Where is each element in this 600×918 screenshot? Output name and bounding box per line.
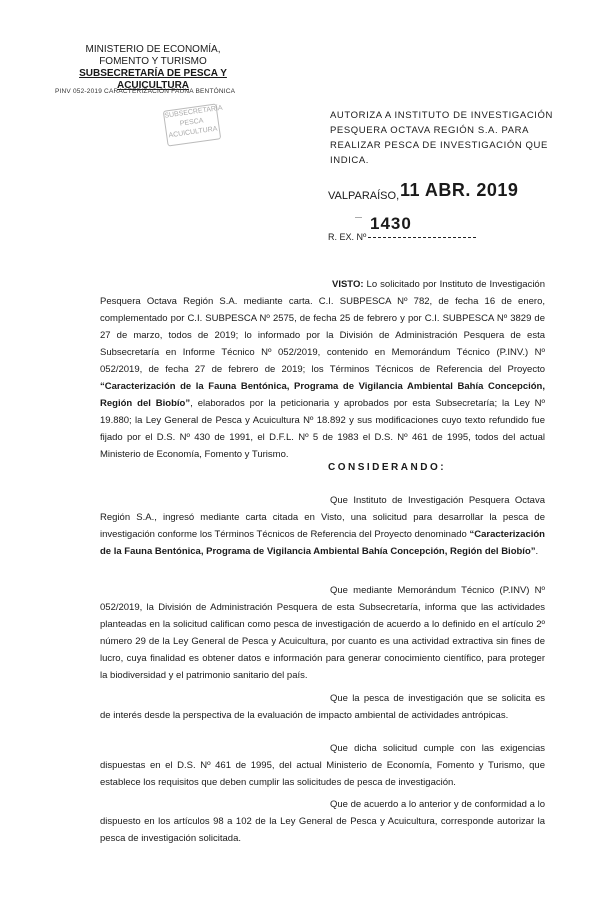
visto-paragraph <box>100 276 545 463</box>
resolution-date: 11 ABR. 2019 <box>400 180 519 200</box>
stamp-line-2: PESCA <box>179 117 204 128</box>
resolution-number-label: R. EX. Nº <box>328 232 367 242</box>
considerando-2 <box>100 582 545 684</box>
c1-text-1: Que Instituto de Investigación Pesquera Octava Región S.A., ingresó mediante carta citada en Visto, una solicitud para desarrollar la pesca de investigación conforme los Términos Técnicos de Referencia del Proyecto denominado <box>100 495 545 540</box>
c5-text: Que de acuerdo a lo anterior y de conformidad a lo dispuesto en los artículos 98 a 102 de la Ley General de Pesca y Acuicultura, corresponde autorizar la pesca de investigación solicitada. <box>100 799 545 844</box>
resolution-number-underline <box>368 237 476 238</box>
considerando-heading: CONSIDERANDO: <box>328 462 447 473</box>
document-reference: PINV 052-2019 CARACTERIZACIÓN FAUNA BENTÓNICA <box>55 88 236 95</box>
ministry-header <box>48 44 258 92</box>
c2-text: Que mediante Memorándum Técnico (P.INV) Nº 052/2019, la División de Administración Pesquera de esta Subsecretaría, informa que las actividades planteadas en la solicitud califican como pesca de investigación de acuerdo a lo definido en el artículo 2º número 29 de la Ley General de Pesca y Acuicultura, por cuanto es una actividad extractiva sin fines de lucro, cuya finalidad es obtener datos e información para generar conocimiento científico, para proteger la biodiversidad y el patrimonio sanitario del país. <box>100 585 545 681</box>
visto-text-1: Lo solicitado por Instituto de Investigación Pesquera Octava Región S.A. mediante carta. C.I. SUBPESCA Nº 782, de fecha 16 de enero, complementado por C.I. SUBPESCA Nº 2575, de fecha 25 de febrero y por C.I. SUBPESCA Nº 3829 de 27 de marzo, todos de 2019; lo informado por la División de Administración Pesquera de esta Subsecretaría en Informe Técnico Nº 052/2019, contenido en Memorándum Técnico (P.INV.) Nº 052/2019, de fecha 27 de febrero de 2019; los Términos Técnicos de Referencia del Proyecto <box>100 279 545 375</box>
visto-label: VISTO: <box>332 279 364 290</box>
office-stamp <box>163 103 224 146</box>
c1-project: “Caracterización de la Fauna Bentónica, Programa de Vigilancia Ambiental Bahía Concepción, Región del Biobío” <box>100 529 545 557</box>
subsecretaria-name: SUBSECRETARÍA DE PESCA Y ACUICULTURA <box>79 68 227 91</box>
ministry-line-2: FOMENTO Y TURISMO <box>99 56 207 67</box>
stamp-line-1: SUBSECRETARÍA <box>164 104 224 120</box>
stamp-line-3: ACUICULTURA <box>168 125 218 140</box>
visto-text-2: , elaborados por la peticionaria y aprobados por esta Subsecretaría; la Ley Nº 19.880; la Ley General de Pesca y Acuicultura Nº 18.892 y sus modificaciones cuyo texto refundido fue fijado por el D.S. Nº 430 de 1991, el D.F.L. Nº 5 de 1983 el D.S. Nº 461 de 1995, todos del actual Ministerio de Economía, Fomento y Turismo. <box>100 398 545 460</box>
resolution-number: 1430 <box>370 214 412 233</box>
ministry-line-1: MINISTERIO DE ECONOMÍA, <box>85 44 221 55</box>
resolution-title: AUTORIZA A INSTITUTO DE INVESTIGACIÓN PESQUERA OCTAVA REGIÓN S.A. PARA REALIZAR PESCA DE INVESTIGACIÓN QUE INDICA. <box>330 110 553 166</box>
place: VALPARAÍSO, <box>328 190 400 202</box>
c3-text: Que la pesca de investigación que se solicita es de interés desde la perspectiva de la evaluación de impacto ambiental de actividades antrópicas. <box>100 693 545 721</box>
considerando-5 <box>100 796 545 847</box>
considerando-3 <box>100 690 545 724</box>
mark: — <box>355 214 362 221</box>
c4-text: Que dicha solicitud cumple con las exigencias dispuestas en el D.S. Nº 461 de 1995, del actual Ministerio de Economía, Fomento y Turismo, que establece los requisitos que deben cumplir las solicitudes de pesca de investigación. <box>100 743 545 788</box>
c1-text-2: . <box>535 546 539 557</box>
visto-project: “Caracterización de la Fauna Bentónica, Programa de Vigilancia Ambiental Bahía Concepción, Región del Biobío” <box>100 381 545 409</box>
considerando-4 <box>100 740 545 791</box>
considerando-1 <box>100 492 545 560</box>
